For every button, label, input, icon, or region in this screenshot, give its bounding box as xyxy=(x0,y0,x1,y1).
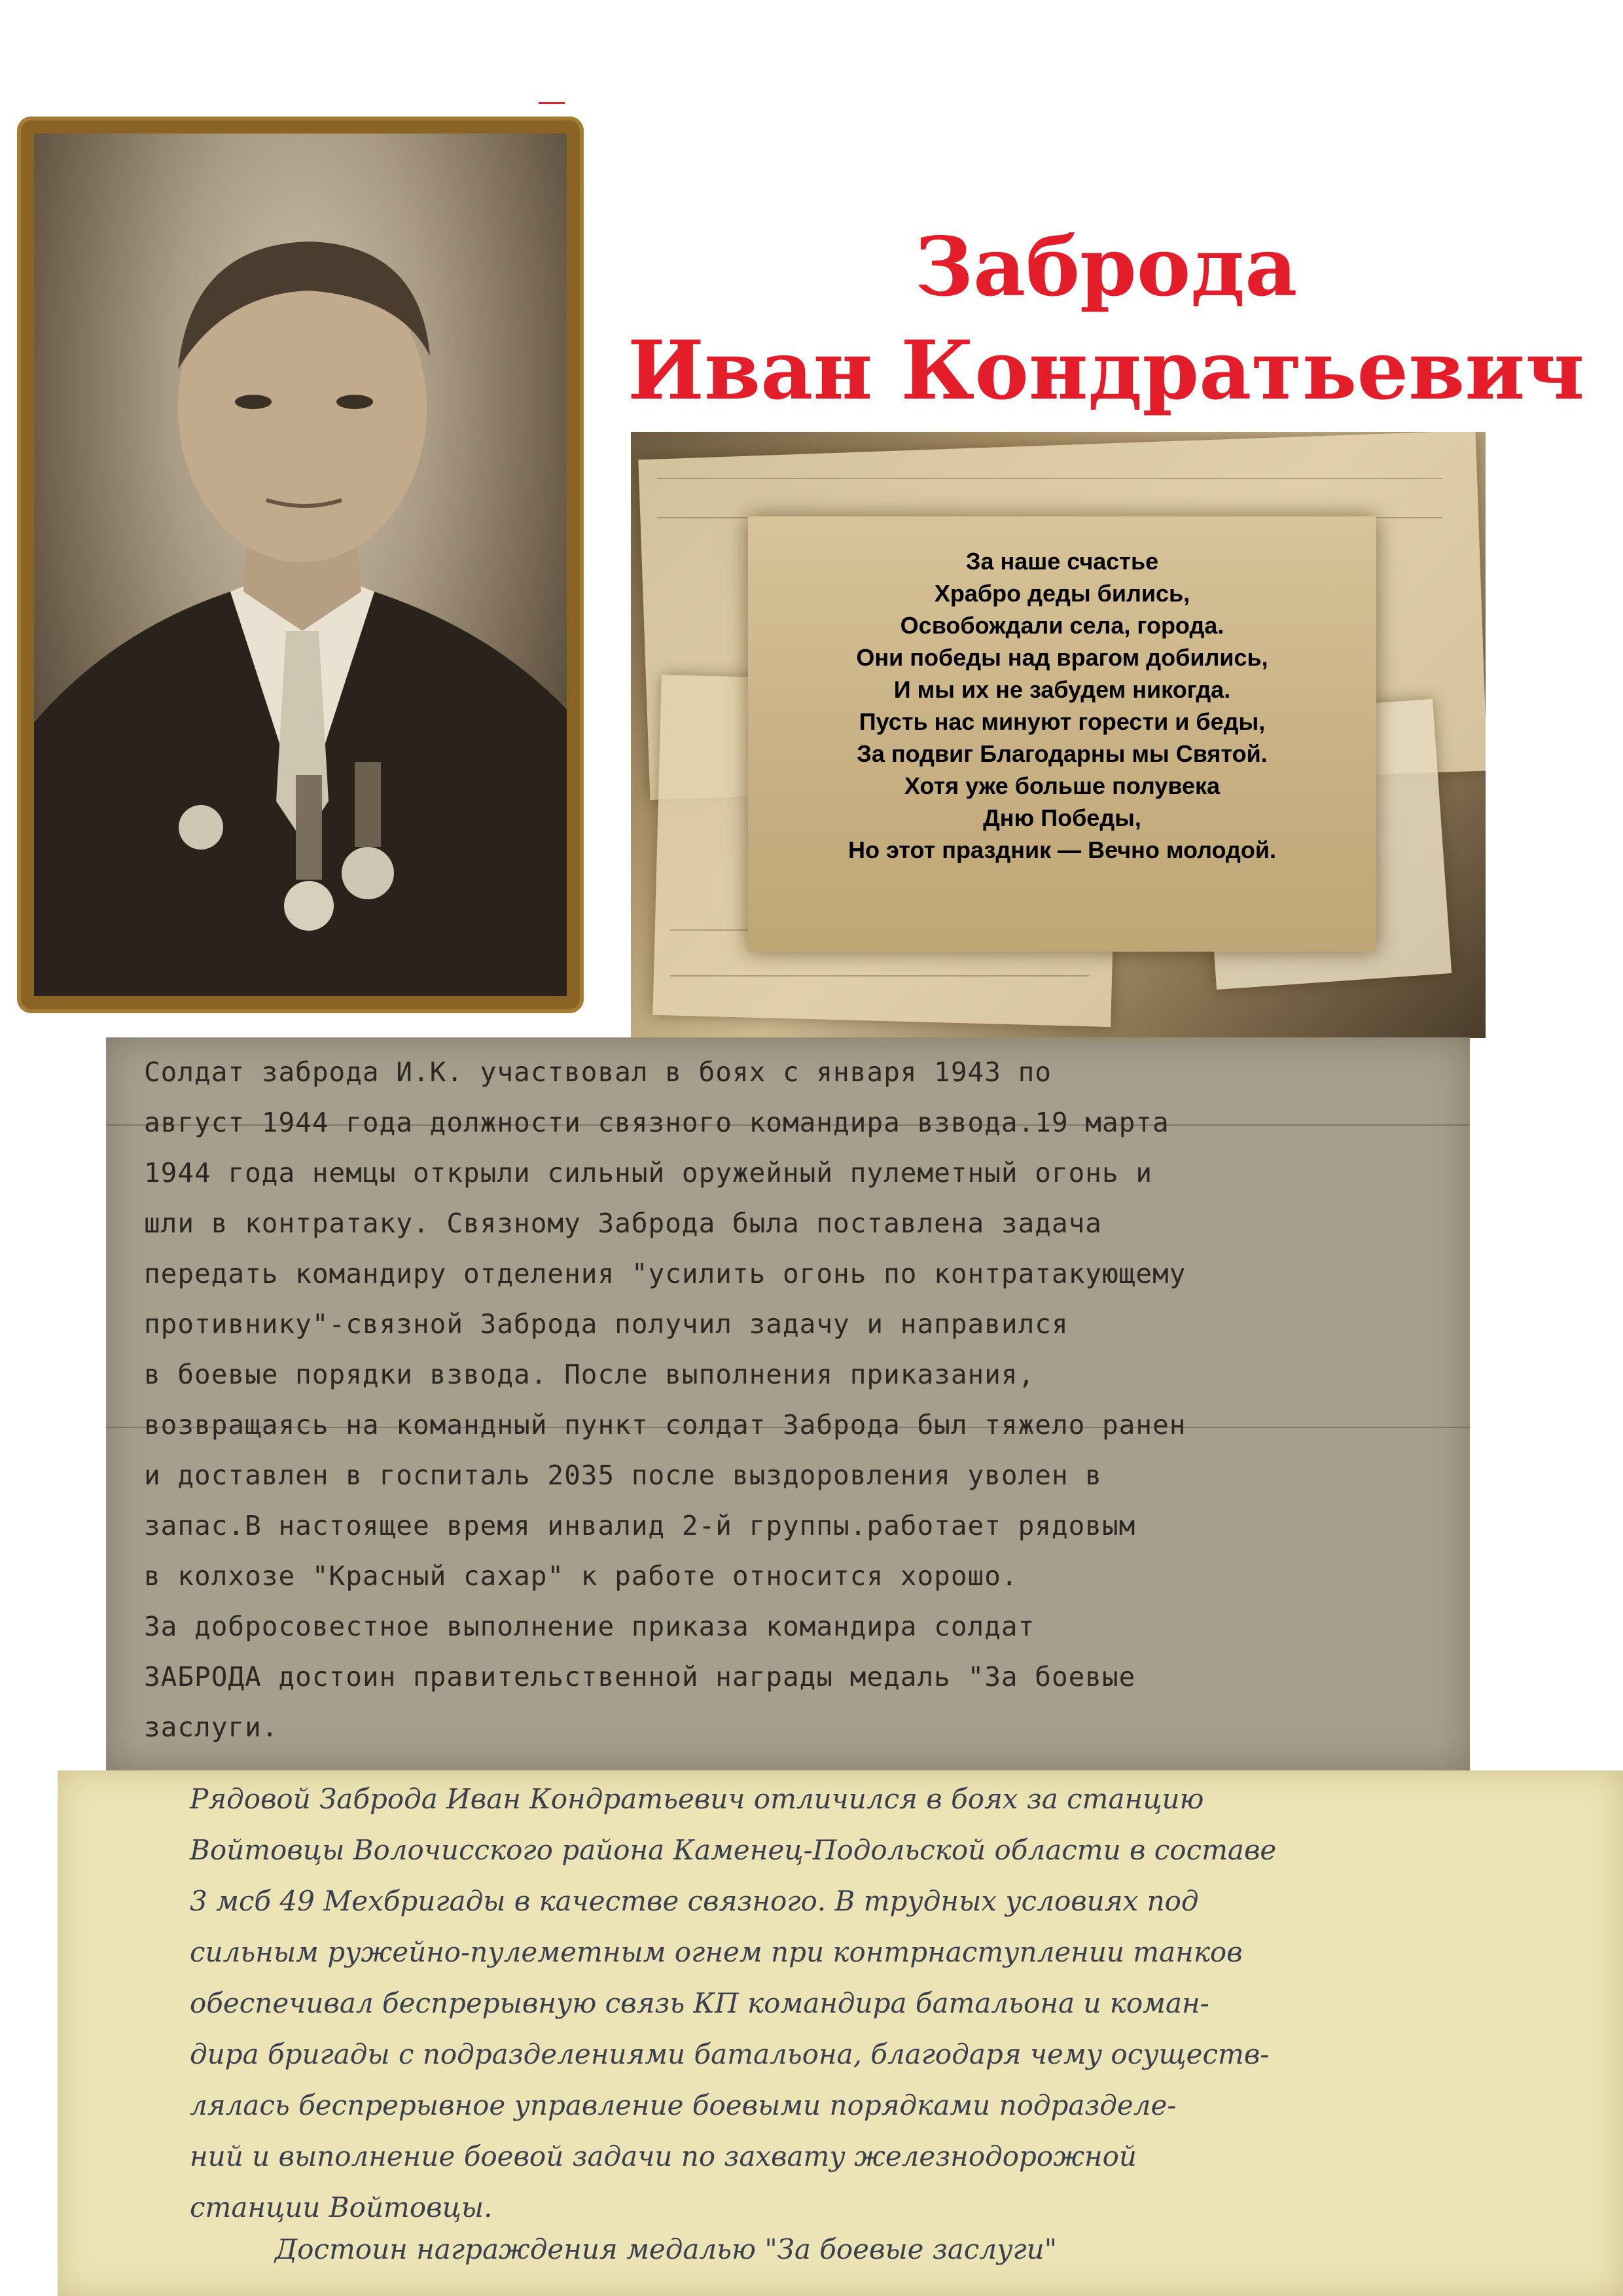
title-surname: Заброда xyxy=(914,220,1298,315)
typed-line: 1944 года немцы открыли сильный оружейный пулеметный огонь и xyxy=(144,1157,1153,1189)
typed-line: запас.В настоящее время инвалид 2-й группы.работает рядовым xyxy=(144,1510,1136,1541)
poem-line: Освобождали села, города. xyxy=(900,612,1224,639)
handwritten-line: 3 мсб 49 Мехбригады в качестве связного. В трудных условиях под xyxy=(190,1885,1199,1917)
poem-line: Дню Победы, xyxy=(983,804,1141,831)
handwritten-line: лялась беспрерывное управление боевыми порядками подразделе- xyxy=(190,2089,1177,2121)
poem-line: Хотя уже больше полувека xyxy=(904,772,1221,799)
typed-line: в колхозе "Красный сахар" к работе относится хорошо. xyxy=(144,1560,1018,1592)
poem-line: За подвиг Благодарны мы Святой. xyxy=(857,740,1268,767)
typed-line: Солдат заброда И.К. участвовал в боях с января 1943 по xyxy=(144,1056,1052,1088)
red-dash-mark xyxy=(539,102,565,104)
typed-line: возвращаясь на командный пункт солдат Заброда был тяжело ранен xyxy=(144,1409,1186,1441)
typed-line: и доставлен в госпиталь 2035 после выздоровления уволен в xyxy=(144,1460,1102,1491)
handwritten-document-text xyxy=(190,1774,1597,2233)
handwritten-line: ний и выполнение боевой задачи по захвату железнодорожной xyxy=(190,2140,1137,2172)
portrait-illustration xyxy=(34,134,567,996)
poem-line: Храбро деды бились, xyxy=(934,580,1190,607)
handwritten-line: Войтовцы Волочисского района Каменец-Подольской области в составе xyxy=(190,1834,1277,1866)
typed-line: заслуги. xyxy=(144,1712,279,1743)
poem-line: И мы их не забудем никогда. xyxy=(893,676,1231,703)
typed-line: За добросовестное выполнение приказа командира солдат xyxy=(144,1611,1035,1642)
title-given-names: Иван Кондратьевич xyxy=(627,323,1585,418)
poem-text xyxy=(748,545,1376,866)
handwritten-line: станции Войтовцы. xyxy=(190,2191,493,2223)
typed-line: в боевые порядки взвода. После выполнения приказания, xyxy=(144,1359,1035,1390)
poem-line: Но этот праздник — Вечно молодой. xyxy=(847,836,1276,863)
poem-line: Они победы над врагом добились, xyxy=(856,644,1268,671)
typed-line: противнику"-связной Заброда получил задачу и направился xyxy=(144,1308,1069,1340)
handwritten-line: дира бригады с подразделениями батальона, благодаря чему осуществ- xyxy=(190,2038,1270,2070)
page-title xyxy=(589,216,1623,423)
typed-line: передать командиру отделения "усилить огонь по контратакующему xyxy=(144,1258,1186,1289)
typed-line: август 1944 года должности связного командира взвода.19 марта xyxy=(144,1107,1169,1138)
typed-line: шли в контратаку. Связному Заброда была поставлена задача xyxy=(144,1208,1102,1239)
poem-line: За наше счастье xyxy=(965,548,1159,575)
handwritten-line: сильным ружейно-пулеметным огнем при контрнаступлении танков xyxy=(190,1936,1243,1968)
handwritten-line: обеспечивал беспрерывную связь КП командира батальона и коман- xyxy=(190,1987,1209,2019)
typed-document-text xyxy=(144,1047,1466,1753)
portrait-photo xyxy=(34,134,567,996)
handwritten-line: Рядовой Заброда Иван Кондратьевич отличился в боях за станцию xyxy=(190,1783,1204,1815)
typed-line: ЗАБРОДА достоин правительственной награды медаль "За боевые xyxy=(144,1661,1136,1693)
poem-line: Пусть нас минуют горести и беды, xyxy=(859,708,1266,735)
handwritten-award-line: Достоин награждения медалью "За боевые заслуги" xyxy=(275,2233,1058,2265)
